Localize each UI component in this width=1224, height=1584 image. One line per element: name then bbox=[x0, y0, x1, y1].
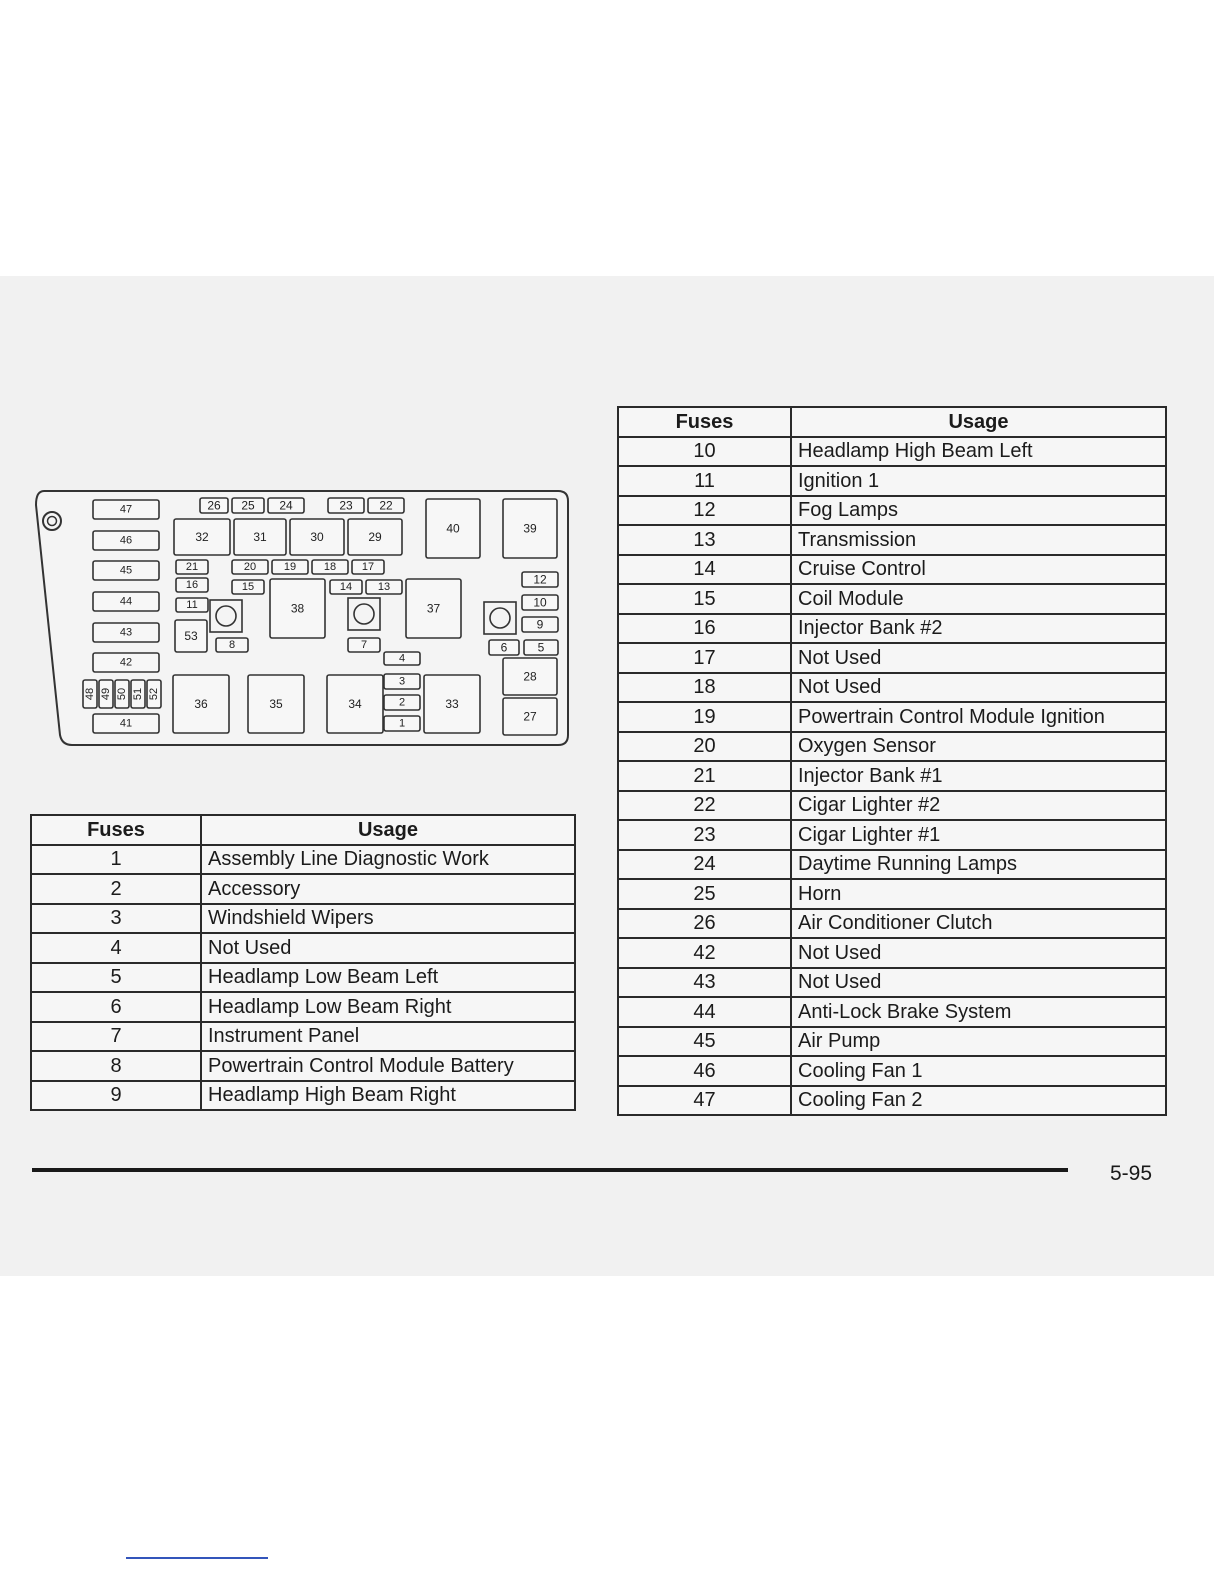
fuse-slot-label: 1 bbox=[398, 717, 406, 730]
fuse-slot-label: 26 bbox=[207, 498, 221, 513]
table-row bbox=[31, 933, 575, 963]
fuse-usage: Air Pump bbox=[791, 1027, 1166, 1057]
column-header-usage: Usage bbox=[201, 815, 575, 845]
column-header-usage: Usage bbox=[791, 407, 1166, 437]
fuse-usage: Air Conditioner Clutch bbox=[791, 909, 1166, 939]
fuse-slot-label: 32 bbox=[195, 530, 209, 544]
fuse-slot-label: 24 bbox=[279, 498, 293, 513]
fuse-number: 10 bbox=[618, 437, 791, 467]
fuse-slot-label: 13 bbox=[377, 581, 391, 593]
table-row bbox=[618, 820, 1166, 850]
table-row bbox=[31, 1051, 575, 1081]
fuse-slot-label: 47 bbox=[119, 503, 133, 516]
fuse-usage: Not Used bbox=[791, 643, 1166, 673]
fuse-slot-label: 4 bbox=[398, 652, 406, 665]
fuse-slot-label: 7 bbox=[360, 639, 368, 651]
fuse-number: 24 bbox=[618, 850, 791, 880]
fuse-slot-label: 9 bbox=[536, 617, 544, 632]
fuse-slot-label: 44 bbox=[119, 595, 133, 608]
fuse-number: 3 bbox=[31, 904, 201, 934]
fuse-usage: Cigar Lighter #2 bbox=[791, 791, 1166, 821]
table-row bbox=[618, 1086, 1166, 1116]
fuse-number: 11 bbox=[618, 466, 791, 496]
table-row bbox=[618, 850, 1166, 880]
table-row bbox=[618, 643, 1166, 673]
fuse-slot-label: 17 bbox=[361, 561, 375, 573]
fuse-number: 22 bbox=[618, 791, 791, 821]
fuse-usage: Headlamp High Beam Left bbox=[791, 437, 1166, 467]
fuse-number: 6 bbox=[31, 992, 201, 1022]
fuse-slot-label: 43 bbox=[119, 626, 133, 639]
table-row bbox=[618, 1027, 1166, 1057]
fuse-usage: Daytime Running Lamps bbox=[791, 850, 1166, 880]
fuse-number: 9 bbox=[31, 1081, 201, 1111]
table-row bbox=[31, 1022, 575, 1052]
fuse-usage: Powertrain Control Module Ignition bbox=[791, 702, 1166, 732]
fuse-usage: Fog Lamps bbox=[791, 496, 1166, 526]
fuse-usage: Not Used bbox=[791, 968, 1166, 998]
fuse-slot-label: 23 bbox=[339, 498, 353, 513]
table-row bbox=[618, 791, 1166, 821]
fuse-usage: Headlamp Low Beam Left bbox=[201, 963, 575, 993]
fuse-usage: Coil Module bbox=[791, 584, 1166, 614]
table-row bbox=[618, 555, 1166, 585]
fuse-number: 17 bbox=[618, 643, 791, 673]
fuse-slot-label: 8 bbox=[228, 639, 236, 651]
fuse-usage: Injector Bank #1 bbox=[791, 761, 1166, 791]
fuse-slot-label: 29 bbox=[368, 530, 382, 544]
fuse-number: 8 bbox=[31, 1051, 201, 1081]
page-number: 5-95 bbox=[1110, 1162, 1153, 1185]
table-row bbox=[618, 584, 1166, 614]
table-row bbox=[618, 938, 1166, 968]
fuse-slot-label: 27 bbox=[523, 709, 537, 724]
fuse-number: 42 bbox=[618, 938, 791, 968]
fuse-usage: Cooling Fan 1 bbox=[791, 1056, 1166, 1086]
fuse-usage: Accessory bbox=[201, 874, 575, 904]
fuse-usage: Windshield Wipers bbox=[201, 904, 575, 934]
fuse-slot-label: 16 bbox=[185, 579, 199, 591]
fuse-number: 12 bbox=[618, 496, 791, 526]
fuse-usage: Not Used bbox=[791, 938, 1166, 968]
table-row bbox=[618, 614, 1166, 644]
fuse-slot-label: 42 bbox=[119, 656, 133, 669]
fuse-number: 20 bbox=[618, 732, 791, 762]
fuse-usage: Anti-Lock Brake System bbox=[791, 997, 1166, 1027]
fuse-slot-label: 48 bbox=[84, 687, 96, 701]
table-row bbox=[618, 968, 1166, 998]
fuse-slot-label: 12 bbox=[533, 572, 547, 587]
fuse-number: 44 bbox=[618, 997, 791, 1027]
fuse-usage: Transmission bbox=[791, 525, 1166, 555]
fuse-slot-label: 52 bbox=[148, 687, 160, 701]
fuse-slot-label: 18 bbox=[323, 561, 337, 573]
fuse-slot-label: 38 bbox=[290, 601, 305, 616]
fuse-usage-table-right bbox=[617, 406, 1167, 1116]
page-link-underline bbox=[126, 1557, 268, 1559]
fuse-slot-label: 14 bbox=[339, 581, 353, 593]
table-row bbox=[618, 997, 1166, 1027]
fuse-number: 7 bbox=[31, 1022, 201, 1052]
fuse-usage: Horn bbox=[791, 879, 1166, 909]
fuse-block-diagram bbox=[32, 487, 574, 751]
fuse-slot-label: 25 bbox=[241, 498, 255, 513]
fuse-slot-label: 41 bbox=[119, 717, 133, 730]
table-row bbox=[618, 702, 1166, 732]
table-row bbox=[31, 874, 575, 904]
fuse-slot-label: 51 bbox=[132, 687, 144, 701]
fuse-slot-label: 3 bbox=[398, 675, 406, 688]
fuse-slot-label: 31 bbox=[253, 530, 267, 544]
fuse-number: 14 bbox=[618, 555, 791, 585]
fuse-number: 5 bbox=[31, 963, 201, 993]
table-row bbox=[31, 992, 575, 1022]
fuse-slot-label: 10 bbox=[533, 595, 547, 610]
fuse-number: 18 bbox=[618, 673, 791, 703]
fuse-slot-label: 5 bbox=[537, 640, 545, 655]
fuse-usage: Powertrain Control Module Battery bbox=[201, 1051, 575, 1081]
fuse-number: 21 bbox=[618, 761, 791, 791]
table-row bbox=[618, 879, 1166, 909]
fuse-number: 47 bbox=[618, 1086, 791, 1116]
table-row bbox=[618, 525, 1166, 555]
fuse-slot-label: 2 bbox=[398, 696, 406, 709]
fuse-usage: Not Used bbox=[791, 673, 1166, 703]
fuse-slot-label: 33 bbox=[445, 697, 459, 711]
fuse-number: 46 bbox=[618, 1056, 791, 1086]
table-row bbox=[618, 732, 1166, 762]
fuse-slot-label: 50 bbox=[116, 687, 128, 701]
fuse-number: 43 bbox=[618, 968, 791, 998]
fuse-slot-label: 46 bbox=[119, 534, 133, 547]
fuse-slot-label: 37 bbox=[426, 601, 441, 616]
fuse-usage: Headlamp Low Beam Right bbox=[201, 992, 575, 1022]
fuse-slot-label: 53 bbox=[184, 629, 198, 643]
fuse-usage: Ignition 1 bbox=[791, 466, 1166, 496]
fuse-slot-label: 20 bbox=[243, 561, 257, 573]
table-row bbox=[618, 761, 1166, 791]
fuse-usage: Cooling Fan 2 bbox=[791, 1086, 1166, 1116]
fuse-number: 13 bbox=[618, 525, 791, 555]
fuse-usage: Cigar Lighter #1 bbox=[791, 820, 1166, 850]
fuse-slot-label: 36 bbox=[194, 697, 208, 711]
fuse-slot-label: 45 bbox=[119, 564, 133, 577]
fuse-usage: Assembly Line Diagnostic Work bbox=[201, 845, 575, 875]
fuse-usage: Not Used bbox=[201, 933, 575, 963]
fuse-slot-label: 49 bbox=[100, 687, 112, 701]
fuse-number: 45 bbox=[618, 1027, 791, 1057]
fuse-slot-label: 19 bbox=[283, 561, 297, 573]
fuse-usage: Injector Bank #2 bbox=[791, 614, 1166, 644]
fuse-usage: Oxygen Sensor bbox=[791, 732, 1166, 762]
fuse-slot-label: 40 bbox=[446, 521, 460, 536]
fuse-slot-label: 21 bbox=[185, 561, 199, 573]
fuse-number: 19 bbox=[618, 702, 791, 732]
fuse-usage: Headlamp High Beam Right bbox=[201, 1081, 575, 1111]
table-row bbox=[618, 909, 1166, 939]
fuse-slot-label: 39 bbox=[523, 521, 537, 536]
table-row bbox=[31, 904, 575, 934]
fuse-number: 1 bbox=[31, 845, 201, 875]
column-header-fuses: Fuses bbox=[618, 407, 791, 437]
fuse-slot-label: 30 bbox=[310, 530, 324, 544]
fuse-number: 23 bbox=[618, 820, 791, 850]
table-row bbox=[31, 1081, 575, 1111]
fuse-slot-label: 28 bbox=[523, 669, 537, 684]
table-row bbox=[618, 1056, 1166, 1086]
fuse-number: 15 bbox=[618, 584, 791, 614]
footer-rule bbox=[32, 1168, 1068, 1172]
fuse-usage-table-left bbox=[30, 814, 576, 1111]
fuse-slot-label: 15 bbox=[241, 581, 255, 593]
fuse-number: 26 bbox=[618, 909, 791, 939]
table-row bbox=[618, 496, 1166, 526]
fuse-slot-label: 34 bbox=[348, 697, 362, 711]
fuse-usage: Cruise Control bbox=[791, 555, 1166, 585]
fuse-slot-label: 22 bbox=[379, 498, 393, 513]
fuse-slot-label: 11 bbox=[186, 599, 198, 611]
table-row bbox=[618, 673, 1166, 703]
fuse-number: 4 bbox=[31, 933, 201, 963]
fuse-usage: Instrument Panel bbox=[201, 1022, 575, 1052]
fuse-slot-label: 6 bbox=[500, 640, 508, 655]
table-row bbox=[618, 437, 1166, 467]
table-row bbox=[31, 963, 575, 993]
fuse-number: 25 bbox=[618, 879, 791, 909]
table-row bbox=[618, 466, 1166, 496]
fuse-number: 16 bbox=[618, 614, 791, 644]
fuse-slot-label: 35 bbox=[269, 697, 283, 711]
table-row bbox=[31, 845, 575, 875]
fuse-number: 2 bbox=[31, 874, 201, 904]
column-header-fuses: Fuses bbox=[31, 815, 201, 845]
